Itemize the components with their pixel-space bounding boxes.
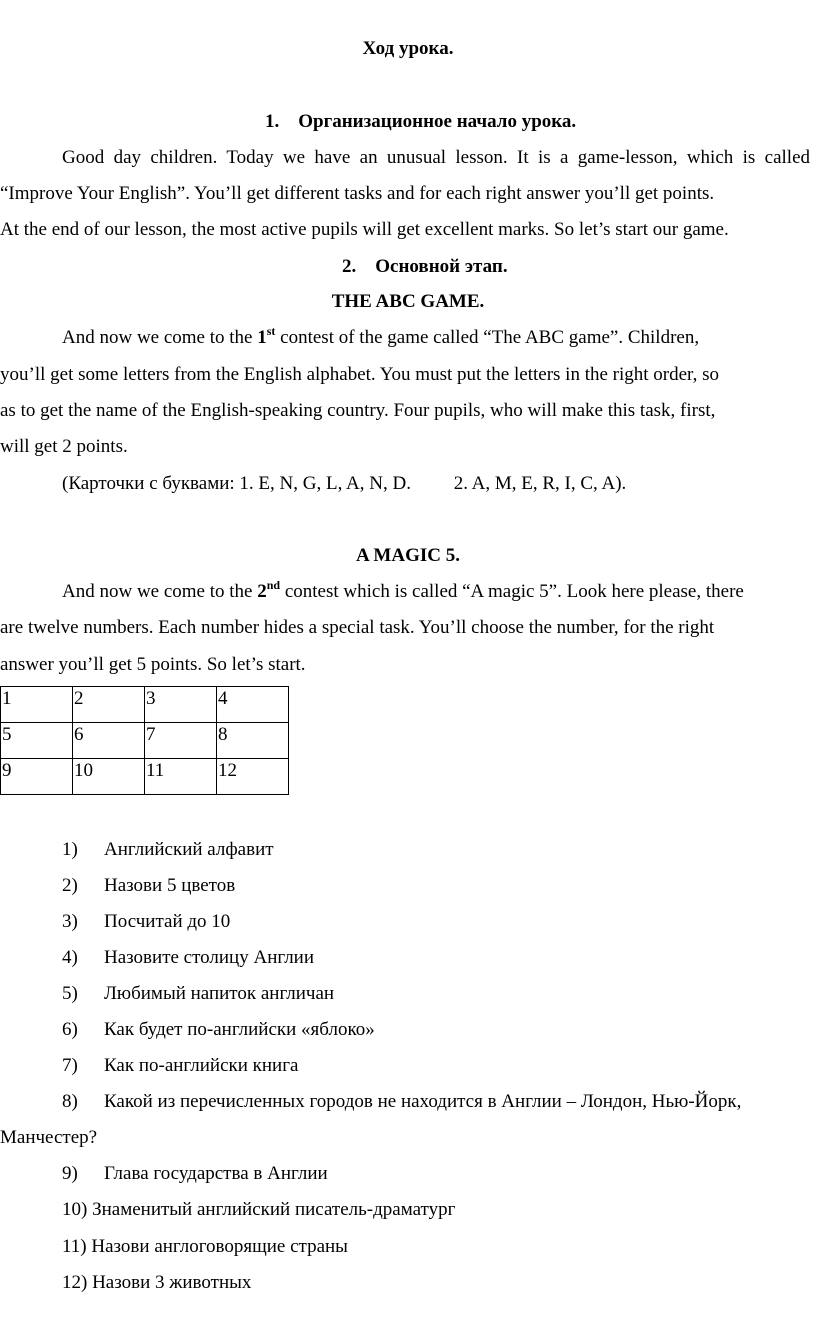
paragraph-2-line-4: will get 2 points.	[0, 436, 128, 457]
paragraph-2-text-c: contest of the game called “The ABC game”. Children,	[275, 327, 700, 348]
list-item-text: Английский алфавит	[104, 839, 274, 860]
paragraph-2-line-1	[62, 324, 700, 349]
list-item-number: 2)	[62, 875, 78, 896]
contest-number-1-suffix: st	[266, 324, 276, 338]
list-item	[62, 1236, 348, 1258]
cards-line: (Карточки с буквами: 1. E, N, G, L, A, N, D. 2. A, M, E, R, I, C, A).	[62, 473, 627, 494]
grid-cell[interactable]: 9	[1, 759, 73, 795]
list-item	[62, 839, 274, 861]
grid-cell[interactable]: 1	[1, 687, 73, 723]
grid-row	[1, 759, 289, 795]
list-item	[62, 1091, 741, 1113]
contest-number-1: 1	[257, 327, 267, 348]
list-item	[62, 983, 334, 1005]
paragraph-3-text-c: contest which is called “A magic 5”. Look here please, there	[280, 581, 744, 602]
section-1-title: 1. Организационное начало урока.	[265, 111, 577, 132]
paragraph-1-line-2: “Improve Your English”. You’ll get different tasks and for each right answer you’ll get points.	[0, 183, 715, 204]
paragraph-2-text-a: And now we come to the	[62, 327, 258, 348]
contest-number-2-suffix: nd	[266, 578, 281, 592]
grid-cell[interactable]: 6	[73, 723, 145, 759]
list-item-text: Как будет по-английски «яблоко»	[104, 1019, 375, 1040]
list-item-number: 4)	[62, 947, 78, 968]
list-item	[62, 947, 314, 969]
list-item-text: Какой из перечисленных городов не находится в Англии – Лондон, Нью-Йорк,	[104, 1091, 742, 1112]
grid-cell[interactable]: 12	[217, 759, 289, 795]
list-item-continuation: Манчестер?	[0, 1127, 98, 1148]
list-item-text: Знаменитый английский писатель-драматург	[92, 1199, 456, 1220]
grid-cell[interactable]: 8	[217, 723, 289, 759]
paragraph-3-line-1	[62, 578, 744, 603]
grid-cell[interactable]: 4	[217, 687, 289, 723]
list-item-number: 5)	[62, 983, 78, 1004]
list-item	[62, 1199, 455, 1221]
paragraph-3-line-3: answer you’ll get 5 points. So let’s start.	[0, 654, 306, 675]
paragraph-1-line-1: Good day children. Today we have an unusual lesson. It is a game-lesson, which is called	[62, 147, 810, 168]
list-item	[62, 1055, 298, 1077]
grid-cell[interactable]: 11	[145, 759, 217, 795]
grid-row	[1, 687, 289, 723]
list-item-number: 1)	[62, 839, 78, 860]
list-item-number: 7)	[62, 1055, 78, 1076]
list-item-number: 9)	[62, 1163, 78, 1184]
list-item-text: Назови 3 животных	[92, 1272, 252, 1293]
list-item-text: Любимый напиток англичан	[104, 983, 335, 1004]
list-item	[62, 1163, 328, 1185]
list-item-text: Назови англоговорящие страны	[91, 1236, 348, 1257]
contest-number-2: 2	[257, 581, 267, 602]
abc-game-title: THE ABC GAME.	[331, 291, 485, 312]
list-item-number: 6)	[62, 1019, 78, 1040]
list-item	[62, 1019, 375, 1041]
list-item-text: Глава государства в Англии	[104, 1163, 328, 1184]
paragraph-3-text-a: And now we come to the	[62, 581, 258, 602]
paragraph-2-line-3: as to get the name of the English-speaking country. Four pupils, who will make this task, first,	[0, 400, 716, 421]
list-item-text: Посчитай до 10	[104, 911, 231, 932]
section-2-title: 2. Основной этап.	[342, 256, 508, 277]
list-item-text: Назови 5 цветов	[104, 875, 236, 896]
list-item-text: Как по-английски книга	[104, 1055, 299, 1076]
list-item-number: 12)	[62, 1272, 88, 1293]
page-title: Ход урока.	[362, 38, 454, 59]
list-item	[62, 911, 230, 933]
grid-row	[1, 723, 289, 759]
magic-5-title: A MAGIC 5.	[356, 545, 460, 566]
grid-cell[interactable]: 3	[145, 687, 217, 723]
list-item	[62, 1272, 251, 1294]
list-item-text: Назовите столицу Англии	[104, 947, 315, 968]
paragraph-2-line-2: you’ll get some letters from the English alphabet. You must put the letters in the right order, so	[0, 364, 720, 385]
list-item	[62, 875, 235, 897]
grid-cell[interactable]: 2	[73, 687, 145, 723]
grid-cell[interactable]: 7	[145, 723, 217, 759]
list-item-number: 11)	[62, 1236, 87, 1257]
list-item-number: 10)	[62, 1199, 88, 1220]
grid-cell[interactable]: 5	[1, 723, 73, 759]
grid-cell[interactable]: 10	[73, 759, 145, 795]
number-grid	[0, 686, 289, 795]
paragraph-1-line-3: At the end of our lesson, the most active pupils will get excellent marks. So let’s start our game.	[0, 219, 729, 240]
list-item-number: 8)	[62, 1091, 78, 1112]
list-item-number: 3)	[62, 911, 78, 932]
paragraph-3-line-2: are twelve numbers. Each number hides a special task. You’ll choose the number, for the right	[0, 617, 715, 638]
